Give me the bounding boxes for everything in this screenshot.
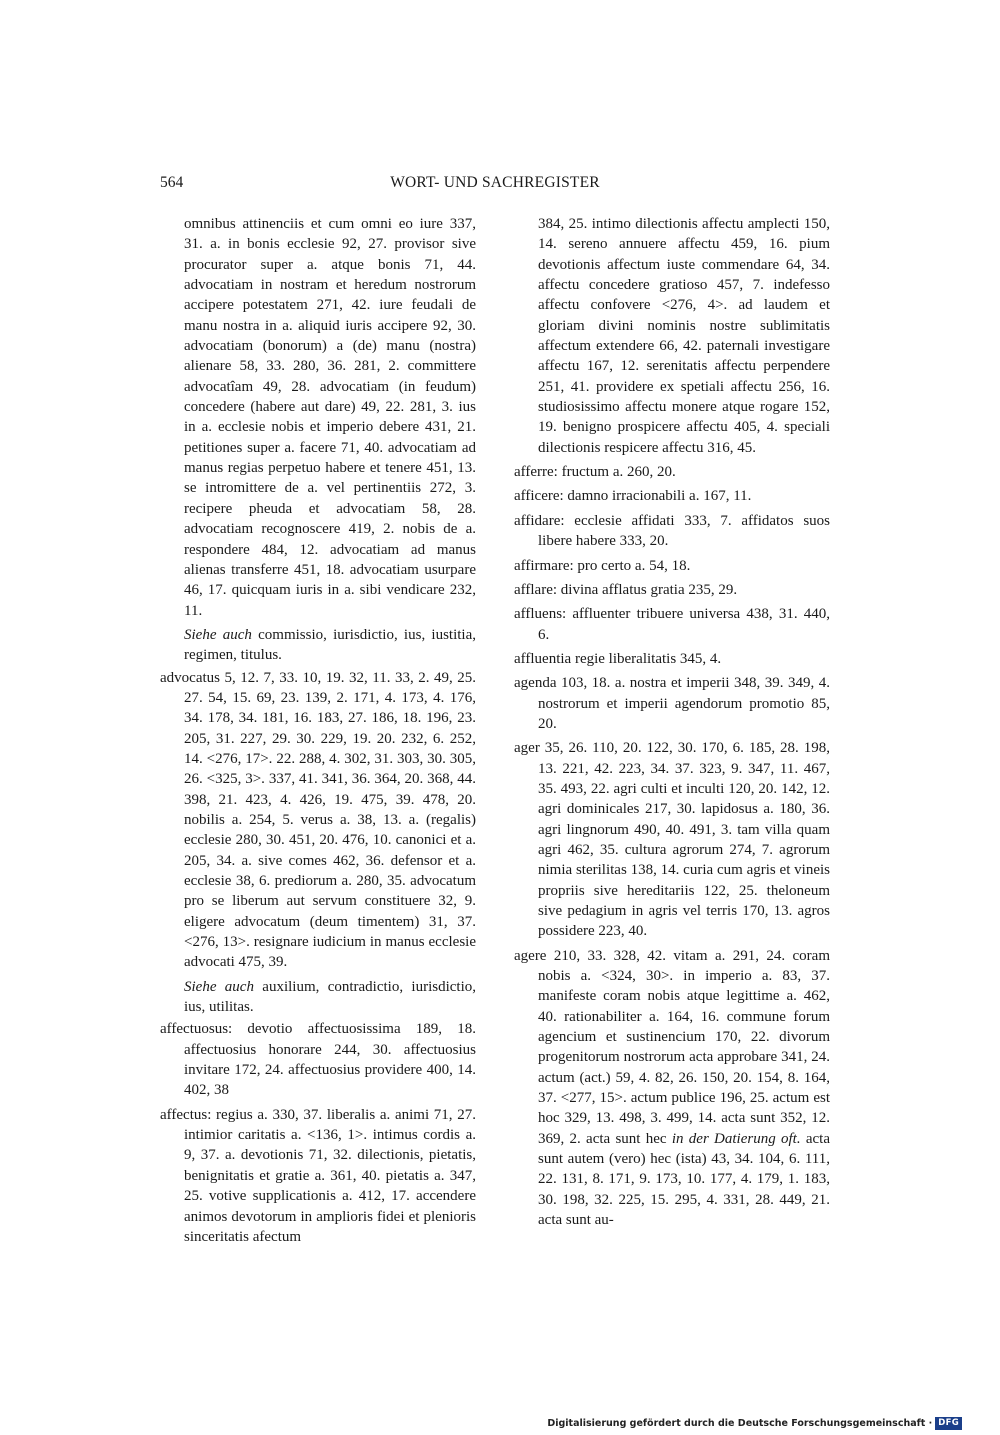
index-entry: agere 210, 33. 328, 42. vitam a. 291, 24. coram nobis a. <324, 30>. in imperio a. 83, 37. manifeste coram nobis atque legittime a. 462, 40. rationabiliter a. 164, 16. commune forum agencium et sustinencium 170, 22. divorum progenitorum nostrorum acta approbare 341, 24. actum (act.) 59, 4. 82, 26. 150, 20. 154, 8. 164, 37. <277, 15>. actum publice 196, 25. actum est hoc 329, 13. 498, 3. 499, 14. acta sunt 352, 12. 369, 2. acta sunt hec in der Datierung oft. acta sunt autem (vero) hec (ista) 43, 34. 104, 6. 111, 22. 131, 8. 171, 9. 173, 10. 177, 4. 179, 1. 183, 30. 198, 32. 225, 15. 295, 4. 331, 28. 449, 21. acta sunt au- (514, 947, 830, 1229)
see-also-label: Siehe auch (184, 626, 252, 643)
page-number: 564 (160, 174, 184, 191)
index-entry: agenda 103, 18. a. nostra et imperii 348, 39. 349, 4. nostrorum et imperii agendorum promotio 85, 20. (514, 675, 830, 732)
index-entry: affluens: affluenter tribuere universa 438, 31. 440, 6. (514, 606, 830, 643)
dfg-logo: DFG (935, 1417, 962, 1430)
credit-text: Digitalisierung gefördert durch die Deutsche Forschungsgemeinschaft · (547, 1417, 933, 1429)
index-entry: affidare: ecclesie affidati 333, 7. affidatos suos libere habere 333, 20. (514, 512, 830, 550)
index-entry: affluentia regie liberalitatis 345, 4. (514, 650, 722, 667)
index-entry: ager 35, 26. 110, 20. 122, 30. 170, 6. 185, 28. 198, 13. 221, 42. 223, 34. 37. 323, 9. 347, 11. 467, 35. 493, 22. agri culti et inculti 120, 20. 142, 12. agri dominicales 217, 30. lapidosus a. 180, 36. agri lingnorum 490, 40. 491, 3. tam villa quam agri 462, 35. cultura agrorum 274, 7. agrorum nimia sterilitas 138, 14. curia cum agris et vineis propriis sive hereditariis 122, 25. theloneum sive pedagium in agris vel terris 170, 13. agros possidere 223, 40. (514, 740, 830, 940)
index-entry: 384, 25. intimo dilectionis affectu amplecti 150, 14. sereno annuere affectu 459, 16. pium devotionis affectum iuste commendare 64, 34. affectu concedere gratioso 457, 7. indefesso affectu confovere <276, 4>. ad laudem et gloriam divini nominis nostre sublimitatis affectum extendere 66, 42. paternali investigare affectu 167, 12. serenitatis affectu perpendere 251, 41. providere ex spetiali affectu 256, 16. studiosissimo affectu monere atque rogare 152, 19. benigno prospicere affectu 405, 4. speciali dilectionis respicere affectu 316, 45. (538, 216, 830, 456)
digitization-credit (547, 1416, 962, 1430)
index-column-left (160, 214, 476, 1251)
index-entry: afficere: damno irracionabili a. 167, 11. (514, 488, 752, 505)
index-entry: affectuosus: devotio affectuosissima 189, 18. affectuosius honorare 244, 30. affectuosius invitare 172, 24. affectuosius providere 400, 14. 402, 38 (160, 1021, 476, 1099)
index-entry: advocatus 5, 12. 7, 33. 10, 19. 32, 11. 33, 2. 49, 25. 27. 54, 15. 69, 23. 139, 2. 171, 4. 173, 4. 176, 34. 178, 34. 181, 16. 183, 27. 186, 18. 196, 23. 205, 31. 227, 29. 30. 229, 19. 20. 232, 6. 252, 14. <276, 17>. 22. 288, 4. 302, 31. 303, 30. 305, 26. <325, 3>. 337, 41. 341, 36. 364, 20. 368, 44. 398, 21. 423, 4. 426, 19. 475, 39. 478, 20. nobilis a. 254, 5. verus a. 38, 13. a. (regalis) ecclesie 280, 30. 451, 20. 476, 10. canonici et a. 205, 34. a. sive comes 462, 36. defensor et a. ecclesie 38, 6. prediorum a. 280, 35. advocatum pro se liberum aut servum constituere 32, 9. eligere advocatum (deum timentem) 31, 37. <276, 13>. resignare iudicium in manus ecclesie advocati 475, 39. (160, 669, 476, 971)
italic-note: in der Datierung oft. (671, 1130, 801, 1147)
index-entry: affectus: regius a. 330, 37. liberalis a. animi 71, 27. intimior caritatis a. <136, 1>. intimus cordis a. 9, 37. a. devotionis 71, 32. dilectionis, pietatis, benignitatis et gratie a. 361, 40. pietatis a. 347, 25. votive supplicationis a. 412, 17. accendere animos devotorum in amplioris fidei et plenioris sinceritatis afectum (160, 1106, 476, 1245)
see-also-reference: Siehe auch auxilium, contradictio, iurisdictio, ius, utilitas. (184, 978, 476, 1016)
see-also-label: Siehe auch (184, 978, 254, 995)
index-entry: omnibus attinenciis et cum omni eo iure 337, 31. a. in bonis ecclesie 92, 27. provisor sive procurator super a. atque bonis 71, 44. advocatiam in nostram et heredum nostrorum accipere potestatem 271, 42. iure feudali de manu nostra in a. aliquid iuris accipere 92, 30. advocatiam (bonorum) a (de) manu (nostra) alienare 58, 33. 280, 36. 281, 2. committere advocatîam 49, 28. advocatiam (in feudum) concedere (habere aut dare) 49, 22. 281, 3. ius in a. ecclesie nobis et imperio debere 431, 21. petitiones super a. facere 71, 40. advocatiam ad manus regias perpetuo habere et tenere 451, 13. se intromittere de a. vel pertinentiis 272, 3. recipere pheuda et advocatiam 58, 28. advocatiam recognoscere 419, 2. nobis de a. respondere 484, 12. advocatiam ad manus alienas transferre 451, 18. advocatiam usurpare 46, 17. quicquam iuris in a. sibi vendicare 232, 11. (184, 216, 476, 619)
index-entry: affirmare: pro certo a. 54, 18. (514, 557, 691, 574)
index-entry: afferre: fructum a. 260, 20. (514, 464, 676, 481)
see-also-reference: Siehe auch commissio, iurisdictio, ius, iustitia, regimen, titulus. (184, 626, 477, 664)
running-head (160, 172, 830, 196)
index-column-right (514, 214, 830, 1235)
running-title: WORT- UND SACHREGISTER (390, 174, 600, 191)
index-entry: afflare: divina afflatus gratia 235, 29. (514, 581, 738, 598)
